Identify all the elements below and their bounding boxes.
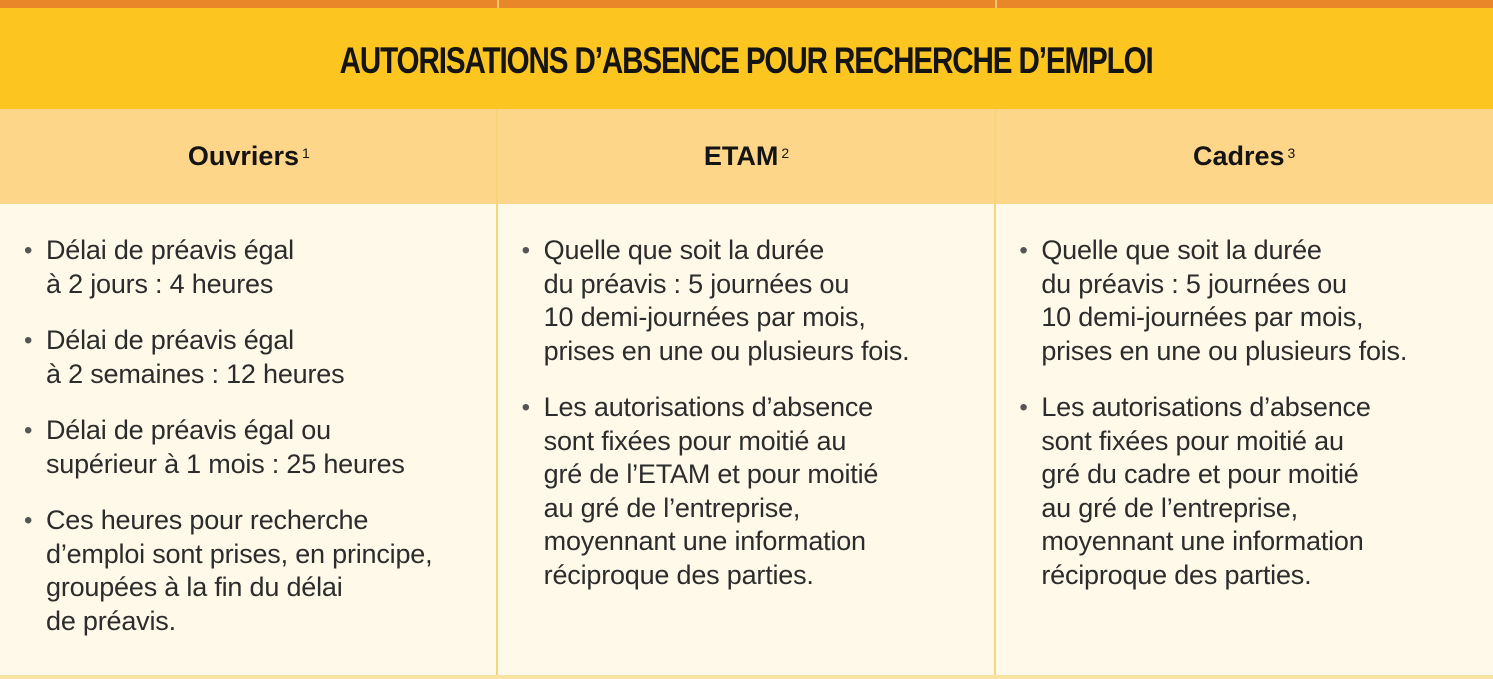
bullet-text-line: prises en une ou plusieurs fois. [1041, 335, 1408, 366]
bullet-text-line: 10 demi-journées par mois, [543, 302, 866, 332]
bullet-text-line: d’emploi sont prises, en principe, [46, 538, 433, 569]
bullet-text-line: Quelle que soit la durée [543, 235, 825, 265]
bullet-text-line: supérieur à 1 mois : 25 heures [46, 448, 405, 479]
column-header-etam [498, 109, 996, 204]
bullet-text-line: Les autorisations d’absence [543, 392, 873, 422]
top-accent-strip [0, 0, 1493, 8]
column-header-label: ETAM [703, 141, 779, 171]
bullet-list [24, 234, 478, 638]
bullet-text-line: moyennant une information [543, 526, 866, 556]
bullet-dot: • [24, 507, 33, 534]
bullet-dot: • [1019, 394, 1028, 421]
column-body-etam [498, 204, 996, 675]
footnote-marker: 2 [781, 144, 790, 161]
bullet-text-line: groupées à la fin du délai [46, 572, 343, 602]
body-row [0, 204, 1493, 675]
page-title: AUTORISATIONS D’ABSENCE POUR RECHERCHE D’EMPLOI [340, 39, 1153, 81]
bullet-text-line: à 2 semaines : 12 heures [46, 358, 345, 389]
footnote-marker: 1 [301, 144, 310, 161]
header-row [0, 109, 1493, 204]
accent-strip-gap [497, 0, 499, 8]
bullet-item [24, 414, 478, 481]
bullet-dot: • [24, 417, 33, 444]
bullet-text-line: réciproque des parties. [543, 559, 814, 590]
bullet-text-line: à 2 jours : 4 heures [46, 268, 274, 299]
bullet-text-line: prises en une ou plusieurs fois. [543, 335, 910, 366]
bullet-item [1019, 391, 1473, 592]
bullet-text-line: Délai de préavis égal ou [46, 415, 331, 445]
bullet-text-line: de préavis. [46, 605, 176, 636]
column-divider [994, 109, 996, 675]
bullet-dot: • [1019, 237, 1028, 264]
bullet-item [1019, 234, 1473, 368]
bullet-text-line: moyennant une information [1041, 526, 1364, 556]
bullet-text-line: gré de l’ETAM et pour moitié [543, 459, 879, 489]
bullet-text-line: Les autorisations d’absence [1041, 392, 1371, 422]
bullet-text-line: du préavis : 5 journées ou [1041, 268, 1347, 299]
bullet-item [522, 234, 976, 368]
bullet-text-line: au gré de l’entreprise, [543, 492, 801, 523]
bullet-text-line: au gré de l’entreprise, [1041, 492, 1298, 523]
bullet-text-line: Quelle que soit la durée [1041, 235, 1322, 265]
bullet-text-line: du préavis : 5 journées ou [543, 268, 850, 299]
bullet-list [1019, 234, 1473, 592]
bullet-item [24, 504, 478, 638]
bullet-text-line: 10 demi-journées par mois, [1041, 302, 1364, 332]
bullet-list [522, 234, 976, 592]
bullet-dot: • [24, 327, 33, 354]
bullet-dot: • [521, 394, 530, 421]
bullet-text-line: Ces heures pour recherche [46, 505, 369, 535]
bullet-text-line: gré du cadre et pour moitié [1041, 459, 1359, 489]
bullet-text-line: sont fixées pour moitié au [1041, 425, 1344, 456]
bullet-text-line: réciproque des parties. [1041, 559, 1312, 590]
bullet-item [522, 391, 976, 592]
bullet-item [24, 324, 478, 391]
bullet-text-line: Délai de préavis égal [46, 325, 294, 355]
bullet-text-line: Délai de préavis égal [46, 235, 294, 265]
column-header-ouvriers [0, 109, 498, 204]
bullet-dot: • [521, 237, 530, 264]
bullet-text-line: sont fixées pour moitié au [543, 425, 847, 456]
bullet-item [24, 234, 478, 301]
bullet-dot: • [24, 237, 33, 264]
column-header-label: Ouvriers [187, 141, 299, 171]
footnote-marker: 3 [1287, 144, 1296, 161]
title-band [0, 8, 1493, 109]
column-divider [496, 109, 498, 675]
bottom-border [0, 675, 1493, 679]
column-header-label: Cadres [1193, 141, 1285, 171]
accent-strip-gap [995, 0, 997, 8]
column-body-cadres [995, 204, 1493, 675]
column-header-cadres [995, 109, 1493, 204]
column-body-ouvriers [0, 204, 498, 675]
